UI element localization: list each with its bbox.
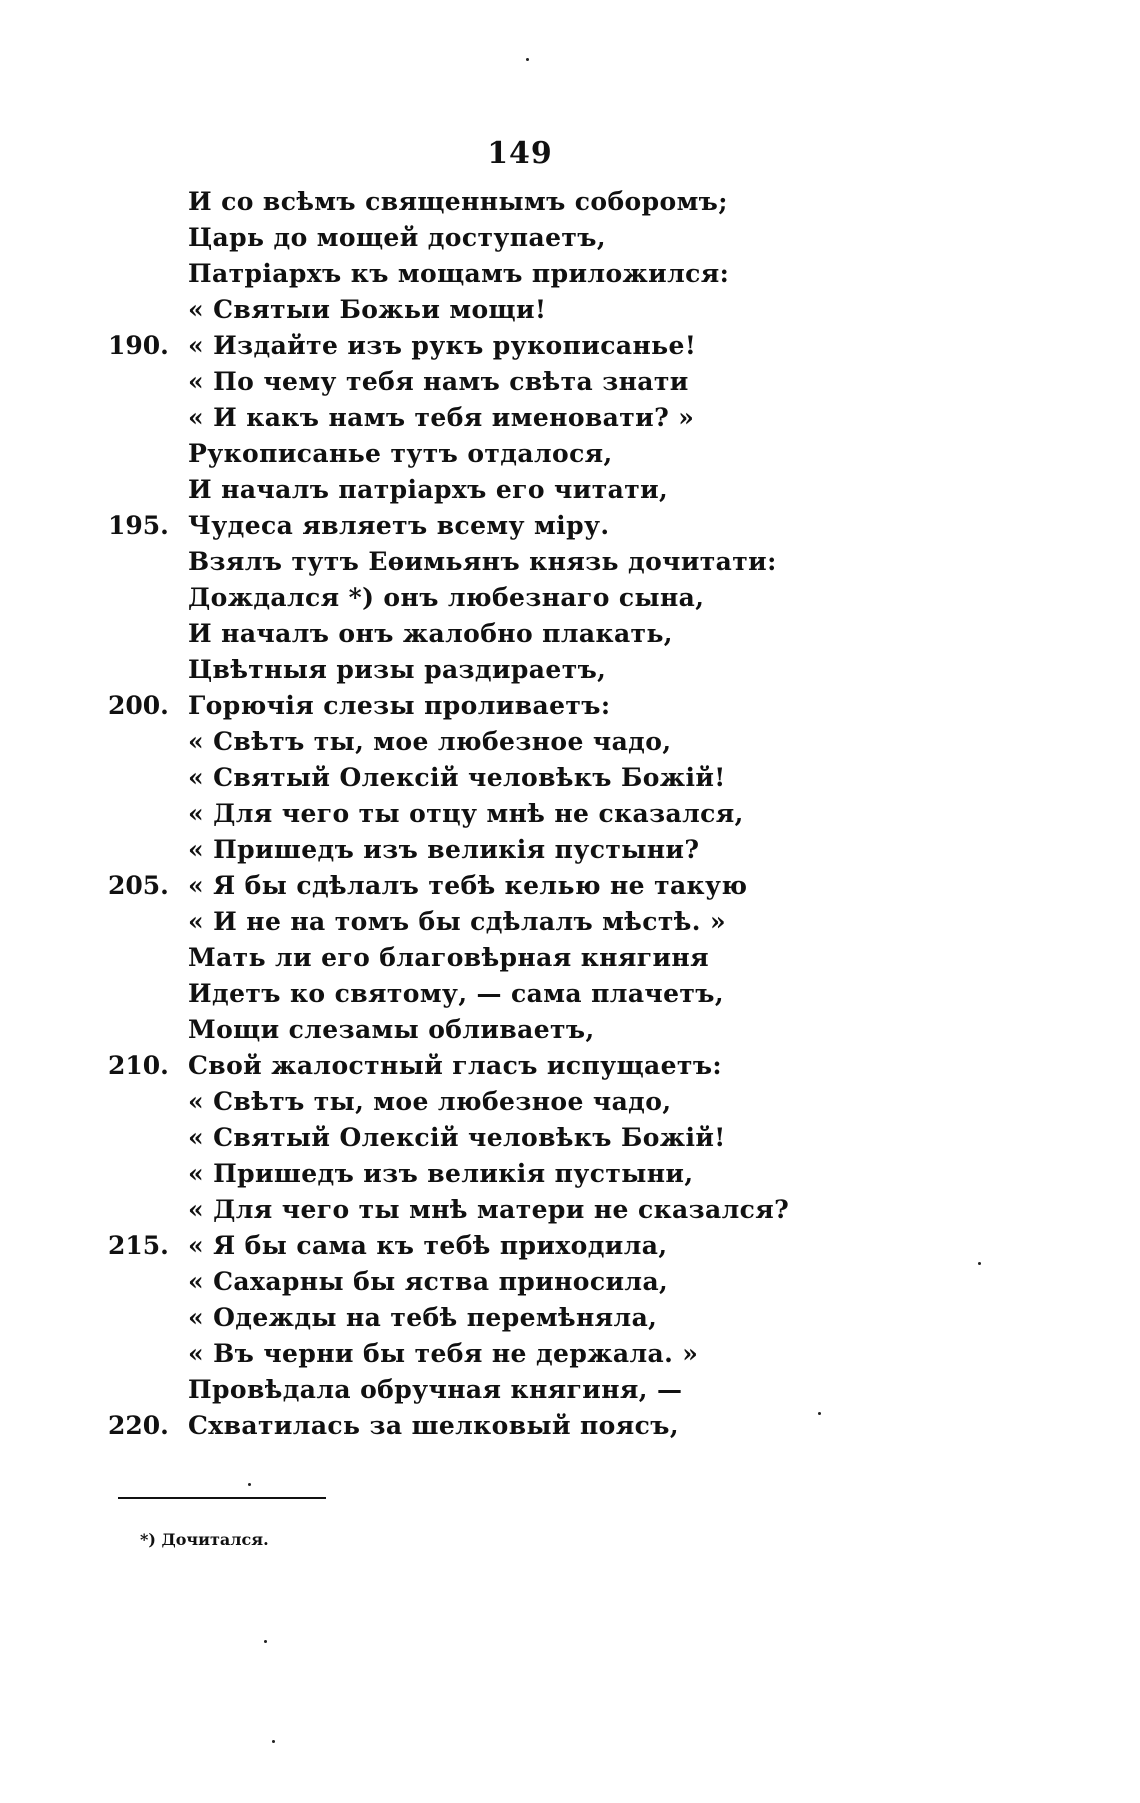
scan-speck bbox=[526, 58, 529, 61]
verse-line bbox=[0, 544, 1140, 580]
verse-line bbox=[0, 1012, 1140, 1048]
verse-line bbox=[0, 652, 1140, 688]
line-text: « Пришедъ изъ великія пустыни? bbox=[188, 835, 700, 864]
line-text: Взялъ тутъ Еѳимьянъ князь дочитати: bbox=[188, 547, 777, 576]
line-text: И началъ патріархъ его читати, bbox=[188, 475, 669, 504]
line-text: « Сахарны бы яства приносила, bbox=[188, 1267, 669, 1296]
line-text: И со всѣмъ священнымъ соборомъ; bbox=[188, 187, 728, 216]
verse-line bbox=[0, 976, 1140, 1012]
line-text: Дождался *) онъ любезнаго сына, bbox=[188, 583, 705, 612]
scan-speck bbox=[978, 1262, 981, 1265]
line-number: 215. bbox=[108, 1231, 169, 1260]
line-text: Царь до мощей доступаетъ, bbox=[188, 223, 606, 252]
verse-line bbox=[0, 292, 1140, 328]
verse-line bbox=[0, 472, 1140, 508]
line-text: « Свѣтъ ты, мое любезное чадо, bbox=[188, 727, 672, 756]
verse-line bbox=[0, 508, 1140, 544]
footnote: *) Дочитался. bbox=[140, 1530, 269, 1549]
verse-line bbox=[0, 796, 1140, 832]
line-text: « Издайте изъ рукъ рукописанье! bbox=[188, 331, 697, 360]
line-number: 210. bbox=[108, 1051, 169, 1080]
line-number: 190. bbox=[108, 331, 169, 360]
verse-block bbox=[0, 184, 1140, 1444]
line-text: « Святый Олексій человѣкъ Божій! bbox=[188, 1123, 726, 1152]
verse-line bbox=[0, 1120, 1140, 1156]
line-text: Чудеса являетъ всему міру. bbox=[188, 511, 610, 540]
scan-speck bbox=[818, 1412, 821, 1415]
verse-line bbox=[0, 184, 1140, 220]
line-number: 195. bbox=[108, 511, 169, 540]
line-text: « Святый Олексій человѣкъ Божій! bbox=[188, 763, 726, 792]
verse-line bbox=[0, 1408, 1140, 1444]
verse-line bbox=[0, 1228, 1140, 1264]
line-text: Свой жалостный гласъ испущаетъ: bbox=[188, 1051, 723, 1080]
verse-line bbox=[0, 940, 1140, 976]
line-text: Схватилась за шелковый поясъ, bbox=[188, 1411, 679, 1440]
scan-speck bbox=[272, 1740, 275, 1743]
verse-line bbox=[0, 256, 1140, 292]
verse-line bbox=[0, 1264, 1140, 1300]
line-text: Патріархъ къ мощамъ приложился: bbox=[188, 259, 730, 288]
verse-line bbox=[0, 400, 1140, 436]
line-text: Мощи слезамы обливаетъ, bbox=[188, 1015, 595, 1044]
verse-line bbox=[0, 1300, 1140, 1336]
footnote-rule bbox=[118, 1497, 326, 1499]
scan-speck bbox=[264, 1640, 267, 1643]
verse-line bbox=[0, 436, 1140, 472]
verse-line bbox=[0, 760, 1140, 796]
line-text: « И не на томъ бы сдѣлалъ мѣстѣ. » bbox=[188, 907, 726, 936]
verse-line bbox=[0, 1156, 1140, 1192]
verse-line bbox=[0, 1084, 1140, 1120]
scan-speck bbox=[248, 1483, 251, 1486]
verse-line bbox=[0, 724, 1140, 760]
line-text: « Я бы сдѣлалъ тебѣ келью не такую bbox=[188, 871, 748, 900]
line-text: Мать ли его благовѣрная княгиня bbox=[188, 943, 709, 972]
line-text: « Я бы сама къ тебѣ приходила, bbox=[188, 1231, 668, 1260]
line-number: 220. bbox=[108, 1411, 169, 1440]
verse-line bbox=[0, 220, 1140, 256]
line-text: « Святыи Божьи мощи! bbox=[188, 295, 547, 324]
line-text: « Пришедъ изъ великія пустыни, bbox=[188, 1159, 694, 1188]
verse-line bbox=[0, 1372, 1140, 1408]
line-text: « Свѣтъ ты, мое любезное чадо, bbox=[188, 1087, 672, 1116]
line-text: И началъ онъ жалобно плакать, bbox=[188, 619, 673, 648]
line-text: « Для чего ты мнѣ матери не сказался? bbox=[188, 1195, 790, 1224]
verse-line bbox=[0, 832, 1140, 868]
line-number: 200. bbox=[108, 691, 169, 720]
verse-line bbox=[0, 904, 1140, 940]
line-text: Горючія слезы проливаетъ: bbox=[188, 691, 611, 720]
line-text: Рукописанье тутъ отдалося, bbox=[188, 439, 613, 468]
line-text: Провѣдала обручная княгиня, — bbox=[188, 1375, 683, 1404]
line-text: « Въ черни бы тебя не держала. » bbox=[188, 1339, 699, 1368]
page-number: 149 bbox=[487, 136, 553, 171]
verse-line bbox=[0, 616, 1140, 652]
line-number: 205. bbox=[108, 871, 169, 900]
verse-line bbox=[0, 1336, 1140, 1372]
verse-line bbox=[0, 688, 1140, 724]
line-text: Цвѣтныя ризы раздираетъ, bbox=[188, 655, 607, 684]
verse-line bbox=[0, 1048, 1140, 1084]
verse-line bbox=[0, 868, 1140, 904]
line-text: « Одежды на тебѣ перемѣняла, bbox=[188, 1303, 658, 1332]
line-text: « И какъ намъ тебя именовати? » bbox=[188, 403, 695, 432]
line-text: « Для чего ты отцу мнѣ не сказался, bbox=[188, 799, 744, 828]
verse-line bbox=[0, 328, 1140, 364]
line-text: « По чему тебя намъ свѣта знати bbox=[188, 367, 689, 396]
verse-line bbox=[0, 1192, 1140, 1228]
verse-line bbox=[0, 580, 1140, 616]
line-text: Идетъ ко святому, — сама плачетъ, bbox=[188, 979, 724, 1008]
verse-line bbox=[0, 364, 1140, 400]
